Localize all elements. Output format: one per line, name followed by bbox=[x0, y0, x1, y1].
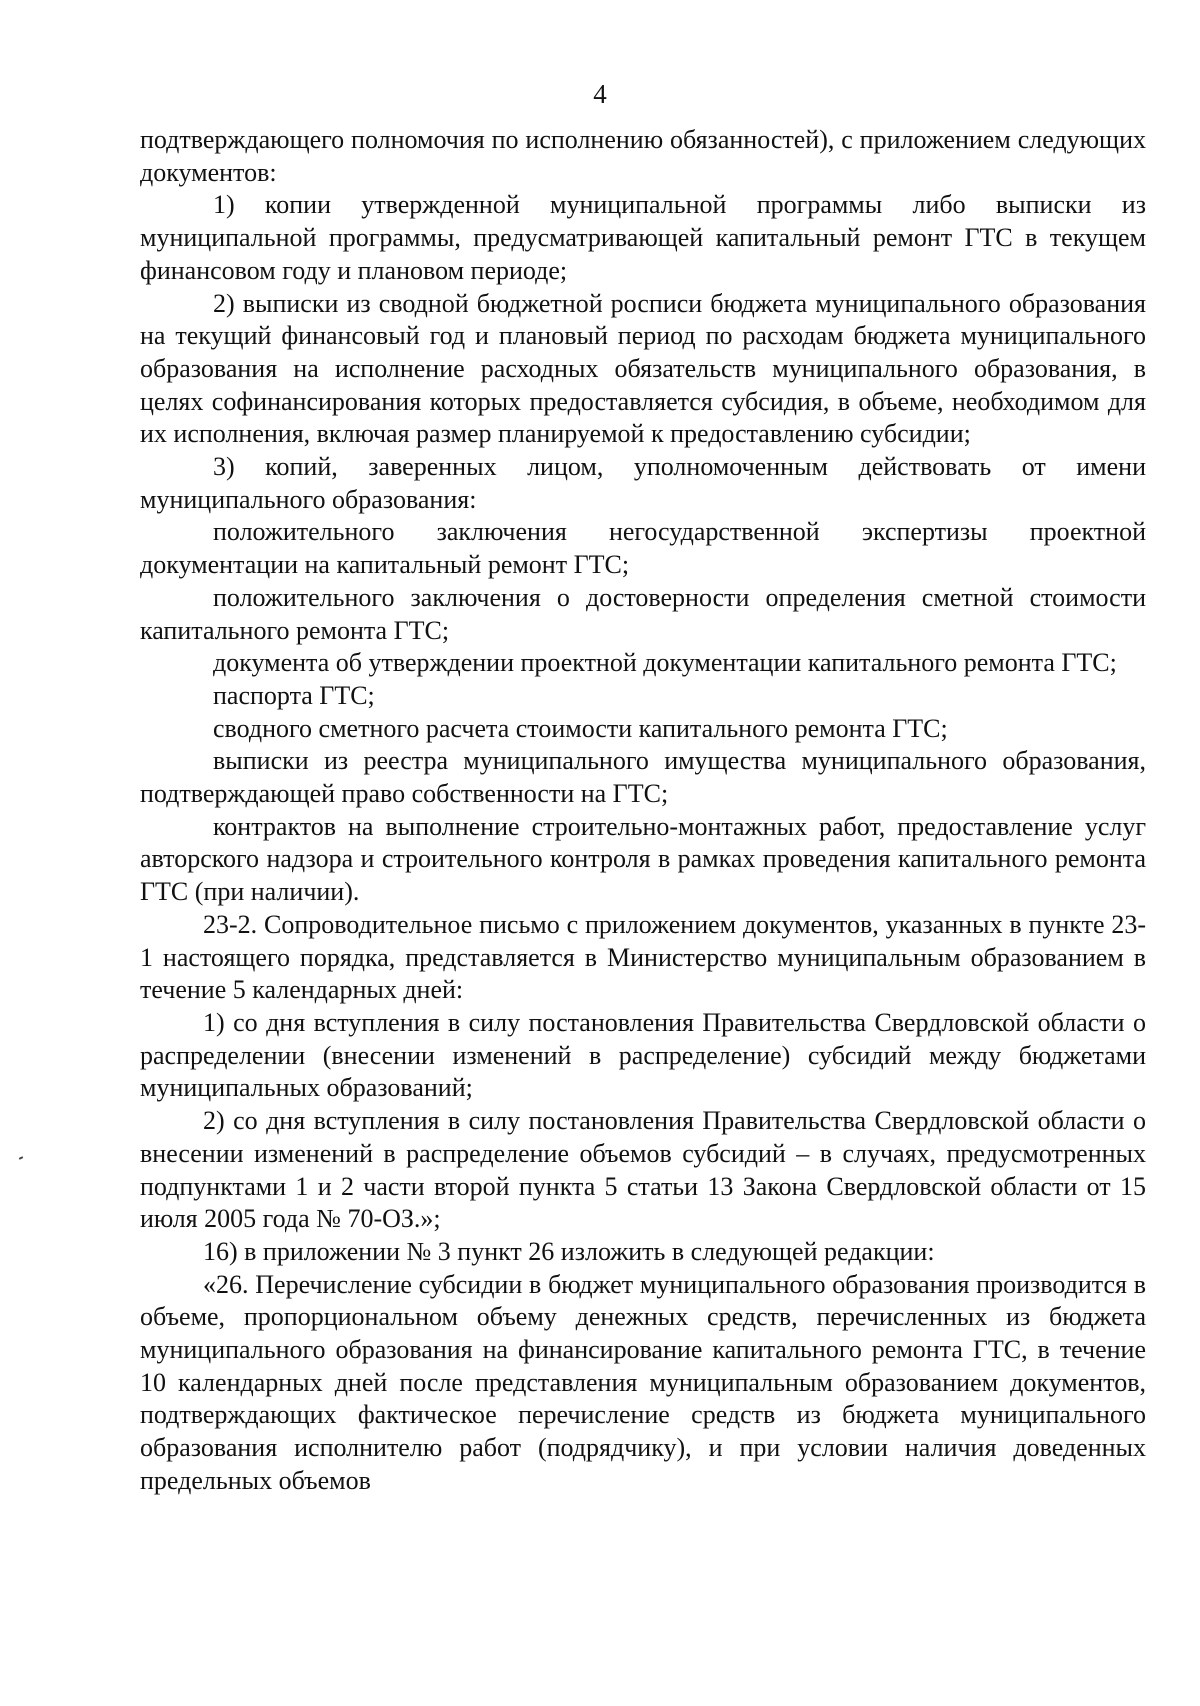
paragraph: 16) в приложении № 3 пункт 26 изложить в следующей редакции: bbox=[203, 1236, 935, 1266]
paragraph: положительного заключения негосударственной экспертизы проектной документации на капитальный ремонт ГТС; bbox=[140, 517, 1146, 580]
paragraph: 2) со дня вступления в силу постановления Правительства Свердловской области о внесении изменений в распределение объемов субсидий – в случаях, предусмотренных подпунктами 1 и 2 части второй пункта 5 статьи 13 Закона Свердловской области от 15 июля 2005 года № 70-ОЗ.»; bbox=[140, 1106, 1146, 1234]
paragraph: 1) копии утвержденной муниципальной программы либо выписки из муниципальной программы, предусматривающей капитальный ремонт ГТС в текущем финансовом году и плановом периоде; bbox=[140, 190, 1146, 285]
paragraph: положительного заключения о достоверности определения сметной стоимости капитального ремонта ГТС; bbox=[140, 582, 1146, 645]
paragraph: документа об утверждении проектной документации капитального ремонта ГТС; bbox=[213, 648, 1117, 678]
paragraph: 1) со дня вступления в силу постановления Правительства Свердловской области о распределении (внесении изменений в распределение) субсидий между бюджетами муниципальных образований; bbox=[140, 1007, 1146, 1103]
paragraph: 2) выписки из сводной бюджетной росписи бюджета муниципального образования на текущий финансовый год и плановый период по расходам бюджета муниципального образования на исполнение расходных обязательств муниципального образования, в целях софинансирования которых предоставляется субсидия, в объеме, необходимом для их исполнения, включая размер планируемой к предоставлению субсидии; bbox=[140, 288, 1146, 449]
scan-speck bbox=[19, 1156, 23, 1160]
document-body bbox=[140, 124, 1146, 1498]
paragraph: «26. Перечисление субсидии в бюджет муниципального образования производится в объеме, пропорциональном объему денежных средств, перечисленных из бюджета муниципального образования на финансирование капитального ремонта ГТС, в течение 10 календарных дней после представления муниципальным образованием документов, подтверждающих фактическое перечисление средств из бюджета муниципального образования исполнителю работ (подрядчику), и при условии наличия доведенных предельных объемов bbox=[140, 1269, 1146, 1495]
paragraph: выписки из реестра муниципального имущества муниципального образования, подтверждающей право собственности на ГТС; bbox=[140, 746, 1146, 809]
page-number: 4 bbox=[593, 79, 607, 109]
paragraph: 3) копий, заверенных лицом, уполномоченным действовать от имени муниципального образования: bbox=[140, 452, 1146, 514]
paragraph: сводного сметного расчета стоимости капитального ремонта ГТС; bbox=[213, 713, 948, 743]
paragraph: 23-2. Сопроводительное письмо с приложением документов, указанных в пункте 23-1 настоящего порядка, представляется в Министерство муниципальным образованием в течение 5 календарных дней: bbox=[140, 909, 1146, 1005]
paragraph: подтверждающего полномочия по исполнению обязанностей), с приложением следующих документов: bbox=[140, 125, 1146, 187]
paragraph: паспорта ГТС; bbox=[213, 680, 375, 710]
paragraph: контрактов на выполнение строительно-монтажных работ, предоставление услуг авторского надзора и строительного контроля в рамках проведения капитального ремонта ГТС (при наличии). bbox=[140, 811, 1146, 907]
